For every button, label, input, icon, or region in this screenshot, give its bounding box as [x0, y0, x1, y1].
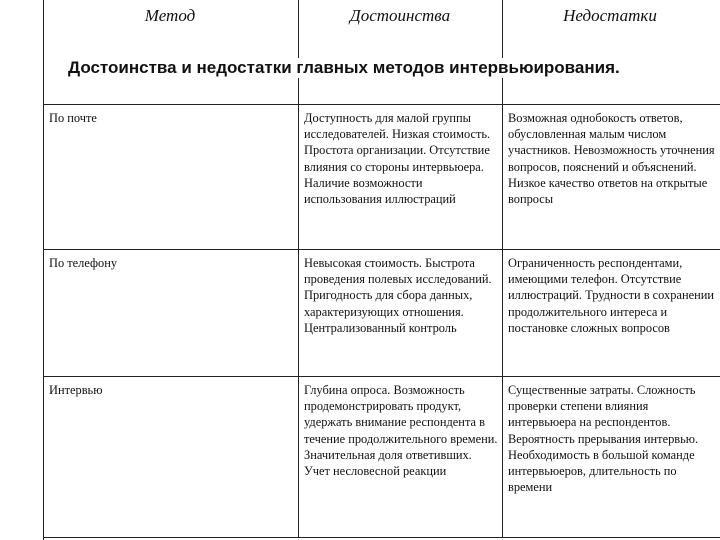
header-disadvantages: Недостатки	[563, 6, 657, 25]
header-divider-1	[298, 0, 299, 104]
page-title: Достоинства и недостатки главных методов интервьюирования.	[68, 58, 708, 78]
disadvantages-cell: Возможная однобокость ответов, обусловленная малым числом участников. Невозможность уточнения вопросов, пояснений и объяснений. Низкое качество ответов на открытые вопросы	[503, 105, 720, 250]
method-cell: По почте	[44, 105, 299, 250]
table-row	[44, 377, 720, 538]
advantages-cell: Невысокая стоимость. Быстрота проведения полевых исследований. Пригодность для сбора данных, характеризующих отношения. Централизованный контроль	[299, 250, 503, 377]
table-row	[44, 105, 720, 250]
methods-table	[43, 104, 720, 538]
header-divider-2	[502, 0, 503, 104]
disadvantages-cell: Ограниченность респондентами, имеющими телефон. Отсутствие иллюстраций. Трудности в сохранении продолжительного интереса и постановке сложных вопросов	[503, 250, 720, 377]
table-row	[44, 250, 720, 377]
disadvantages-cell: Существенные затраты. Сложность проверки степени влияния интервьюера на респондентов. Вероятность прерывания интервью. Необходимость в большой команде интервьюеров, длительность по времени	[503, 377, 720, 538]
header-method: Метод	[144, 6, 196, 25]
header-advantages: Достоинства	[349, 6, 451, 25]
method-cell: По телефону	[44, 250, 299, 377]
advantages-cell: Доступность для малой группы исследователей. Низкая стоимость. Простота организации. Отсутствие влияния со стороны интервьюера. Наличие возможности использования иллюстраций	[299, 105, 503, 250]
advantages-cell: Глубина опроса. Возможность продемонстрировать продукт, удержать внимание респондента в течение продолжительного времени. Значительная доля ответивших. Учет несловесной реакции	[299, 377, 503, 538]
method-cell: Интервью	[44, 377, 299, 538]
